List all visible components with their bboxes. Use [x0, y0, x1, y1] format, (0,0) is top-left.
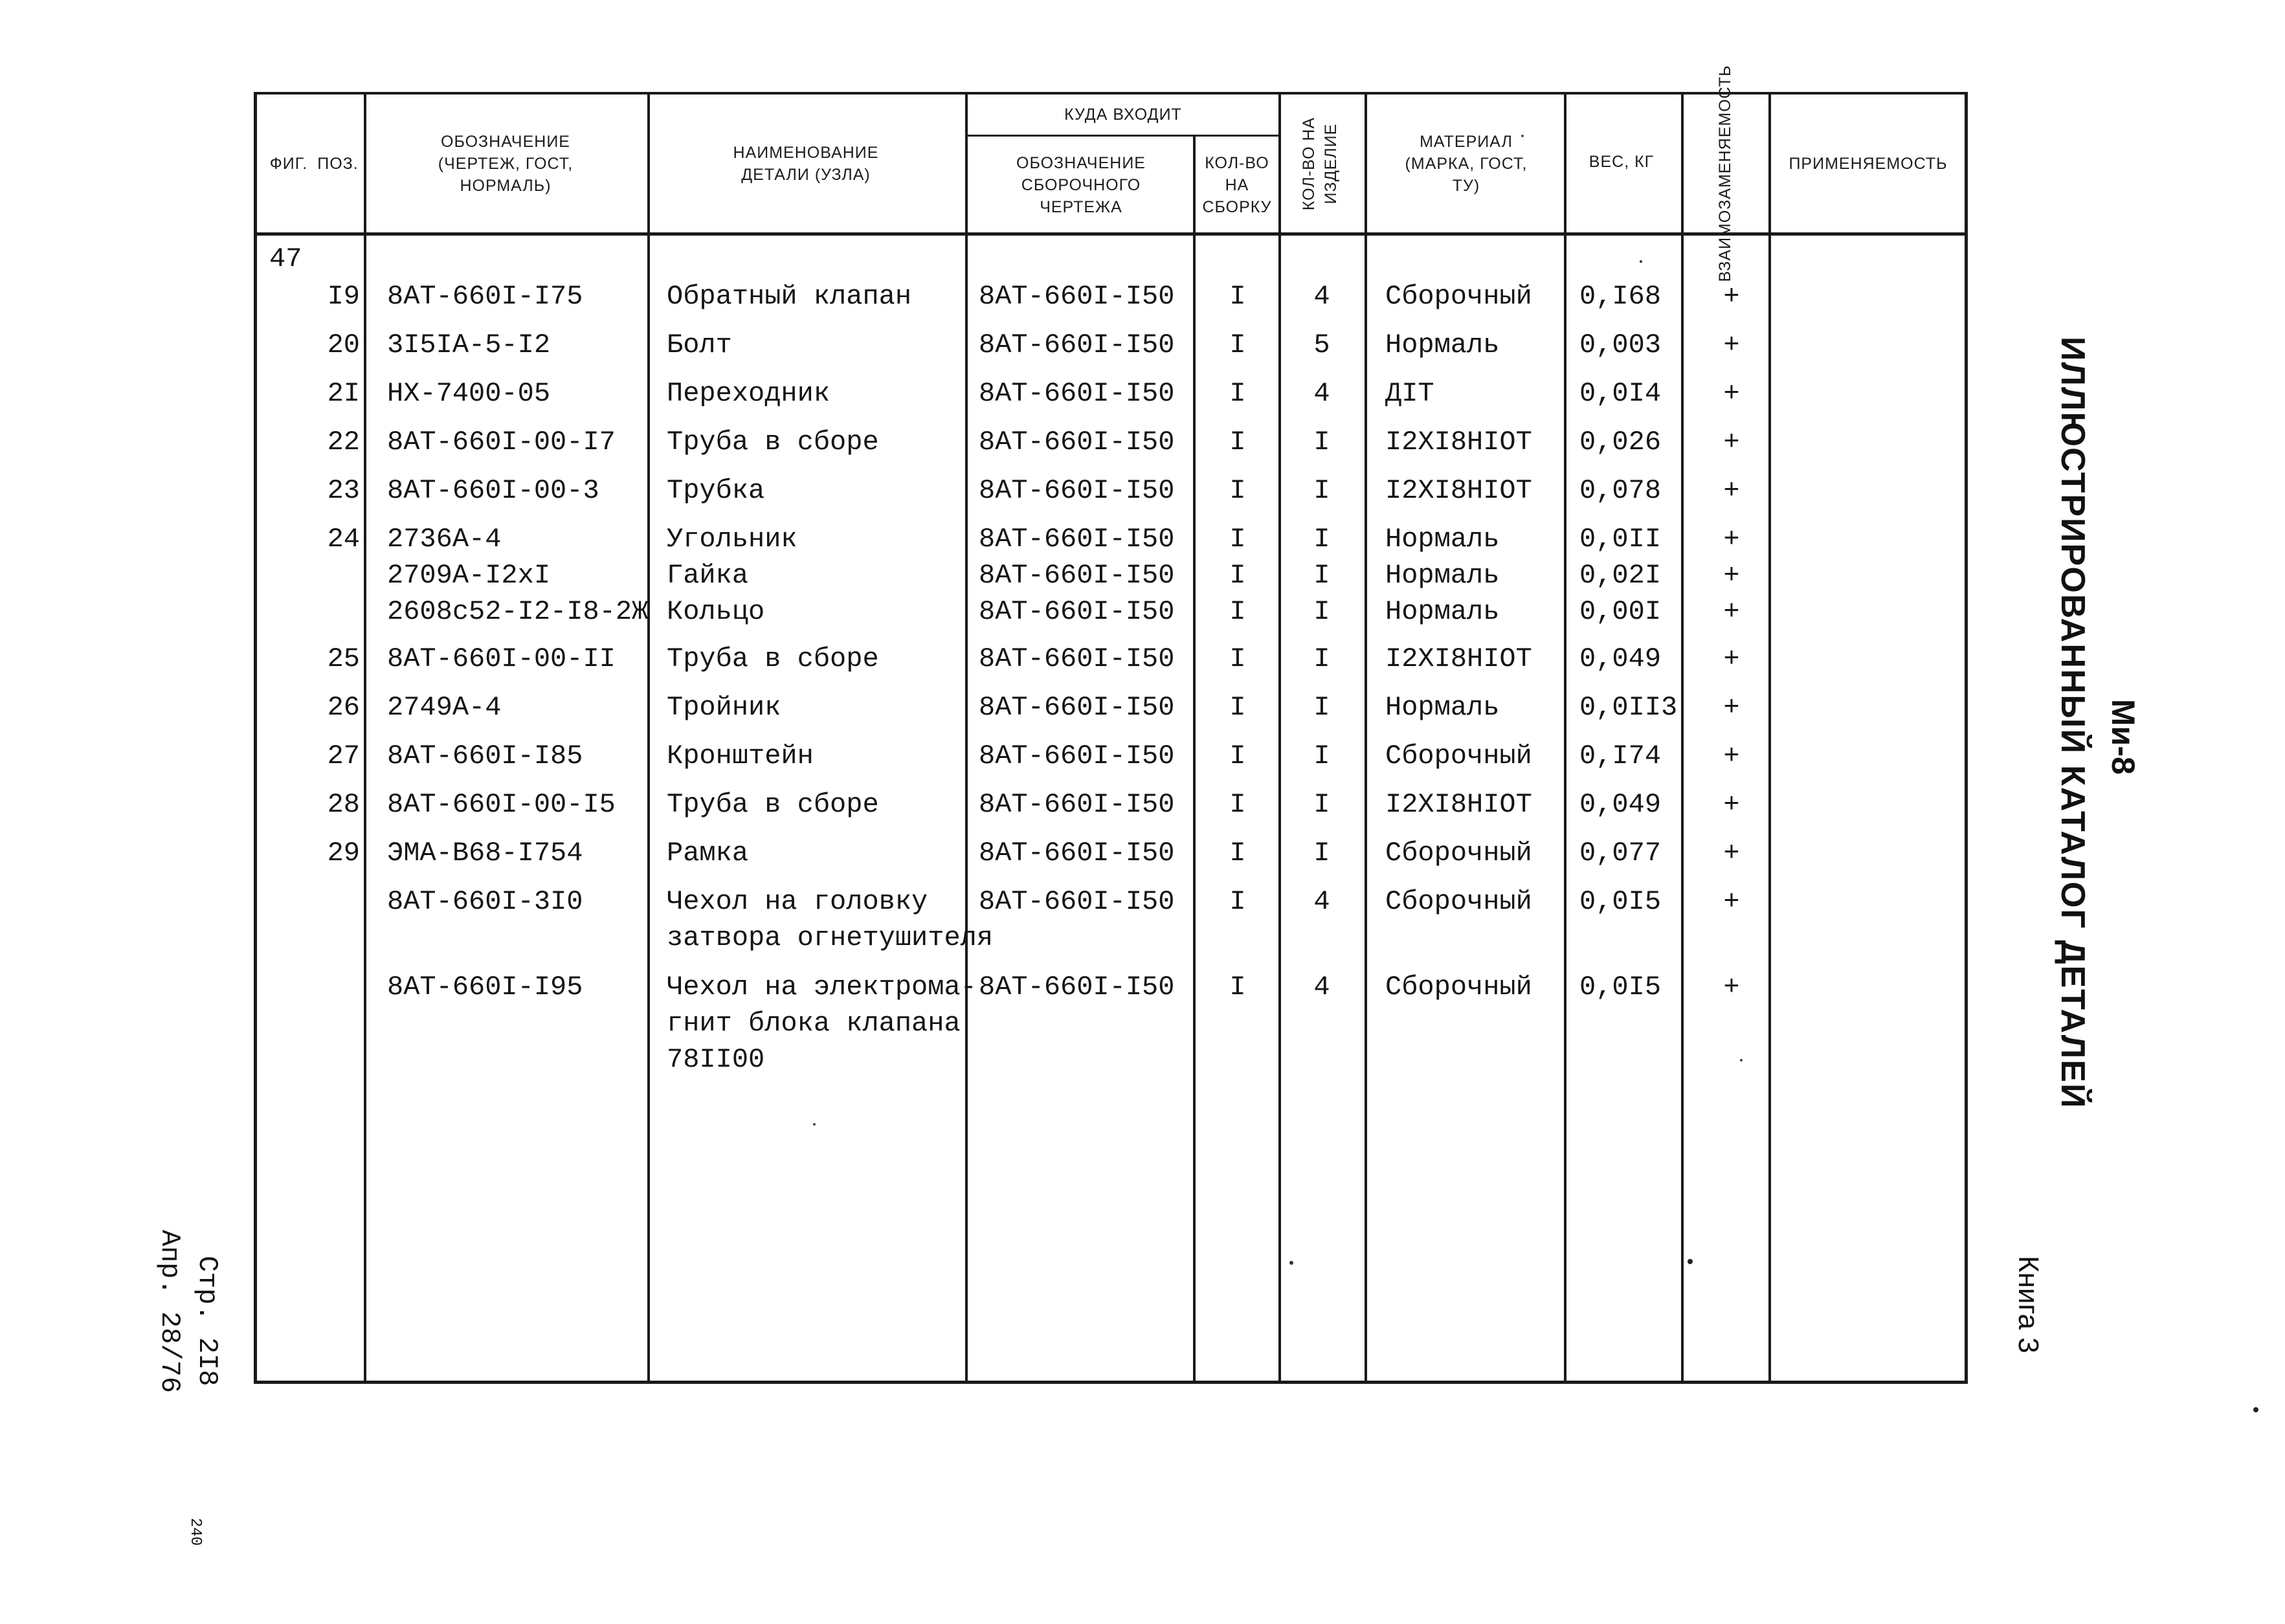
page-number: Стр. 2I8: [192, 1256, 223, 1386]
cell-weight: 0,049: [1579, 789, 1662, 820]
col-divider-interchange: [1768, 92, 1771, 1384]
cell-designation: 2749А-4: [387, 692, 502, 723]
cell-qty-assembly: I: [1229, 886, 1246, 917]
cell-qty-product: I: [1313, 789, 1330, 820]
header-qty-assembly: КОЛ-ВО НА СБОРКУ: [1202, 153, 1272, 216]
sheet-number: 240: [186, 1518, 204, 1546]
model-title: Ми-8: [2105, 699, 2141, 775]
cell-name: Болт: [667, 329, 732, 361]
cell-qty-assembly: I I I: [1229, 524, 1246, 627]
cell-qty-assembly: I: [1229, 789, 1246, 820]
cell-material: Сборочный: [1385, 886, 1532, 917]
speck: [2253, 1407, 2258, 1412]
cell-pos: 22: [327, 427, 360, 458]
cell-qty-product: 4: [1313, 281, 1330, 312]
cell-name: Чехол на головку затвора огнетушителя: [667, 886, 994, 953]
cell-name: Трубка: [667, 475, 765, 506]
cell-material: Сборочный: [1385, 740, 1532, 772]
cell-name: Кронштейн: [667, 740, 814, 772]
cell-name: Труба в сборе: [667, 427, 879, 458]
cell-designation: 8АТ-660I-3I0: [387, 886, 583, 917]
cell-interchange: +: [1723, 838, 1740, 869]
cell-pos: 23: [327, 475, 360, 506]
cell-material: Сборочный: [1385, 281, 1532, 312]
cell-qty-product: I: [1313, 643, 1330, 674]
cell-weight: 0,003: [1579, 329, 1662, 361]
cell-interchange: +: [1723, 427, 1740, 458]
cell-designation: 2736А-4 2709А-I2xI 2608с52-I2-I8-2Ж: [387, 524, 649, 627]
cell-qty-product: I I I: [1313, 524, 1330, 627]
cell-weight: 0,0I4: [1579, 378, 1662, 409]
where-subdivider: [965, 135, 1278, 137]
cell-pos: 2I: [327, 378, 360, 409]
cell-designation: 8АТ-660I-00-I5: [387, 789, 616, 820]
cell-weight: 0,0II3: [1579, 692, 1678, 723]
cell-name: Чехол на электрома- гнит блока клапана 78II00: [667, 972, 977, 1075]
cell-interchange: +: [1723, 789, 1740, 820]
cell-interchange: +: [1723, 281, 1740, 312]
cell-assembly: 8АТ-660I-I50: [979, 427, 1175, 458]
cell-pos: 25: [327, 643, 360, 674]
cell-pos: 28: [327, 789, 360, 820]
cell-assembly: 8АТ-660I-I50: [979, 972, 1175, 1003]
cell-assembly: 8АТ-660I-I50: [979, 378, 1175, 409]
cell-qty-assembly: I: [1229, 281, 1246, 312]
cell-name: Обратный клапан: [667, 281, 912, 312]
cell-assembly: 8АТ-660I-I50: [979, 886, 1175, 917]
cell-qty-assembly: I: [1229, 378, 1246, 409]
cell-interchange: +: [1723, 475, 1740, 506]
cell-assembly: 8АТ-660I-I50: [979, 740, 1175, 772]
cell-assembly: 8АТ-660I-I50: [979, 789, 1175, 820]
cell-weight: 0,I74: [1579, 740, 1662, 772]
book-label: Книга 3: [2012, 1256, 2044, 1353]
header-name: НАИМЕНОВАНИЕ ДЕТАЛИ (УЗЛА): [733, 143, 879, 184]
cell-qty-product: I: [1313, 475, 1330, 506]
cell-qty-assembly: I: [1229, 475, 1246, 506]
cell-designation: 8АТ-660I-I95: [387, 972, 583, 1003]
cell-material: Сборочный: [1385, 838, 1532, 869]
cell-name: Угольник Гайка Кольцо: [667, 524, 797, 627]
cell-pos: 29: [327, 838, 360, 869]
cell-designation: НХ-7400-05: [387, 378, 551, 409]
cell-material: Нормаль: [1385, 692, 1500, 723]
col-divider-assembly: [1193, 135, 1196, 1384]
cell-weight: 0,0I5: [1579, 972, 1662, 1003]
cell-pos: 24: [327, 524, 360, 555]
header-where-used: КУДА ВХОДИТ: [1064, 106, 1182, 124]
cell-weight: 0,026: [1579, 427, 1662, 458]
header-applicability: ПРИМЕНЯЕМОСТЬ: [1789, 154, 1948, 173]
cell-pos: 26: [327, 692, 360, 723]
cell-weight: 0,0I5: [1579, 886, 1662, 917]
cell-material: I2XI8HIOT: [1385, 475, 1532, 506]
cell-material: Нормаль Нормаль Нормаль: [1385, 524, 1500, 627]
cell-qty-assembly: I: [1229, 838, 1246, 869]
cell-weight: 0,0II 0,02I 0,00I: [1579, 524, 1662, 627]
cell-material: Нормаль: [1385, 329, 1500, 361]
cell-qty-product: I: [1313, 427, 1330, 458]
cell-designation: ЭМА-В68-I754: [387, 838, 583, 869]
cell-interchange: +: [1723, 740, 1740, 772]
cell-assembly: 8АТ-660I-I50: [979, 281, 1175, 312]
header-material: МАТЕРИАЛ (МАРКА, ГОСТ, ТУ): [1405, 132, 1528, 195]
col-divider-material: [1564, 92, 1566, 1384]
cell-interchange: +: [1723, 643, 1740, 674]
cell-interchange: +: [1723, 886, 1740, 917]
cell-qty-product: I: [1313, 838, 1330, 869]
cell-qty-assembly: I: [1229, 643, 1246, 674]
cell-qty-product: I: [1313, 692, 1330, 723]
cell-qty-assembly: I: [1229, 427, 1246, 458]
cell-weight: 0,I68: [1579, 281, 1662, 312]
col-divider-pos: [364, 92, 366, 1384]
cell-pos: 20: [327, 329, 360, 361]
cell-material: ДIТ: [1385, 378, 1434, 409]
cell-name: Труба в сборе: [667, 789, 879, 820]
cell-pos: 27: [327, 740, 360, 772]
cell-material: I2XI8HIOT: [1385, 643, 1532, 674]
cell-qty-product: I: [1313, 740, 1330, 772]
header-pos: ПОЗ.: [317, 154, 359, 173]
col-divider-designation: [647, 92, 650, 1384]
cell-assembly: 8АТ-660I-I50: [979, 838, 1175, 869]
cell-designation: 3I5IA-5-I2: [387, 329, 551, 361]
catalog-title: ИЛЛЮСТРИРОВАННЫЙ КАТАЛОГ ДЕТАЛЕЙ: [2054, 337, 2091, 1109]
cell-qty-product: 4: [1313, 378, 1330, 409]
cell-qty-product: 5: [1313, 329, 1330, 361]
header-qty-product: КОЛ-ВО НА ИЗДЕЛИЕ: [1300, 117, 1340, 211]
cell-interchange: +: [1723, 378, 1740, 409]
header-assembly-drawing: ОБОЗНАЧЕНИЕ СБОРОЧНОГО ЧЕРТЕЖА: [1016, 153, 1146, 216]
cell-designation: 8АТ-660I-00-3: [387, 475, 599, 506]
cell-qty-assembly: I: [1229, 329, 1246, 361]
cell-name: Рамка: [667, 838, 749, 869]
header-interchangeability: ВЗАИМОЗАМЕНЯЕМОСТЬ: [1716, 65, 1734, 282]
header-designation: ОБОЗНАЧЕНИЕ (ЧЕРТЕЖ, ГОСТ, НОРМАЛЬ): [438, 132, 574, 195]
col-divider-name: [965, 92, 968, 1384]
cell-assembly: 8АТ-660I-I50: [979, 692, 1175, 723]
cell-interchange: +: [1723, 972, 1740, 1003]
cell-designation: 8АТ-660I-I85: [387, 740, 583, 772]
cell-interchange: +: [1723, 692, 1740, 723]
revision-date: Апр. 28/76: [154, 1230, 185, 1394]
cell-qty-assembly: I: [1229, 692, 1246, 723]
header-fig: ФИГ.: [269, 154, 308, 173]
cell-assembly: 8АТ-660I-I50: [979, 475, 1175, 506]
cell-qty-product: 4: [1313, 972, 1330, 1003]
cell-name: Тройник: [667, 692, 781, 723]
col-divider-qty-product: [1365, 92, 1367, 1384]
cell-name: Труба в сборе: [667, 643, 879, 674]
cell-qty-assembly: I: [1229, 740, 1246, 772]
cell-assembly: 8АТ-660I-I50 8АТ-660I-I50 8АТ-660I-I50: [979, 524, 1175, 627]
cell-assembly: 8АТ-660I-I50: [979, 643, 1175, 674]
cell-material: Сборочный: [1385, 972, 1532, 1003]
cell-designation: 8АТ-660I-00-II: [387, 643, 616, 674]
cell-qty-product: 4: [1313, 886, 1330, 917]
cell-weight: 0,078: [1579, 475, 1662, 506]
cell-material: I2XI8HIOT: [1385, 427, 1532, 458]
cell-assembly: 8АТ-660I-I50: [979, 329, 1175, 361]
cell-weight: 0,077: [1579, 838, 1662, 869]
cell-qty-assembly: I: [1229, 972, 1246, 1003]
figure-number: 47: [269, 243, 302, 274]
header-weight: ВЕС, КГ: [1588, 153, 1655, 171]
cell-name: Переходник: [667, 378, 830, 409]
col-divider-qty-assembly: [1278, 92, 1281, 1384]
cell-weight: 0,049: [1579, 643, 1662, 674]
cell-pos: I9: [327, 281, 360, 312]
cell-designation: 8АТ-660I-I75: [387, 281, 583, 312]
cell-material: I2XI8HIOT: [1385, 789, 1532, 820]
cell-interchange: +: [1723, 329, 1740, 361]
cell-designation: 8АТ-660I-00-I7: [387, 427, 616, 458]
cell-interchange: + + +: [1723, 524, 1740, 627]
